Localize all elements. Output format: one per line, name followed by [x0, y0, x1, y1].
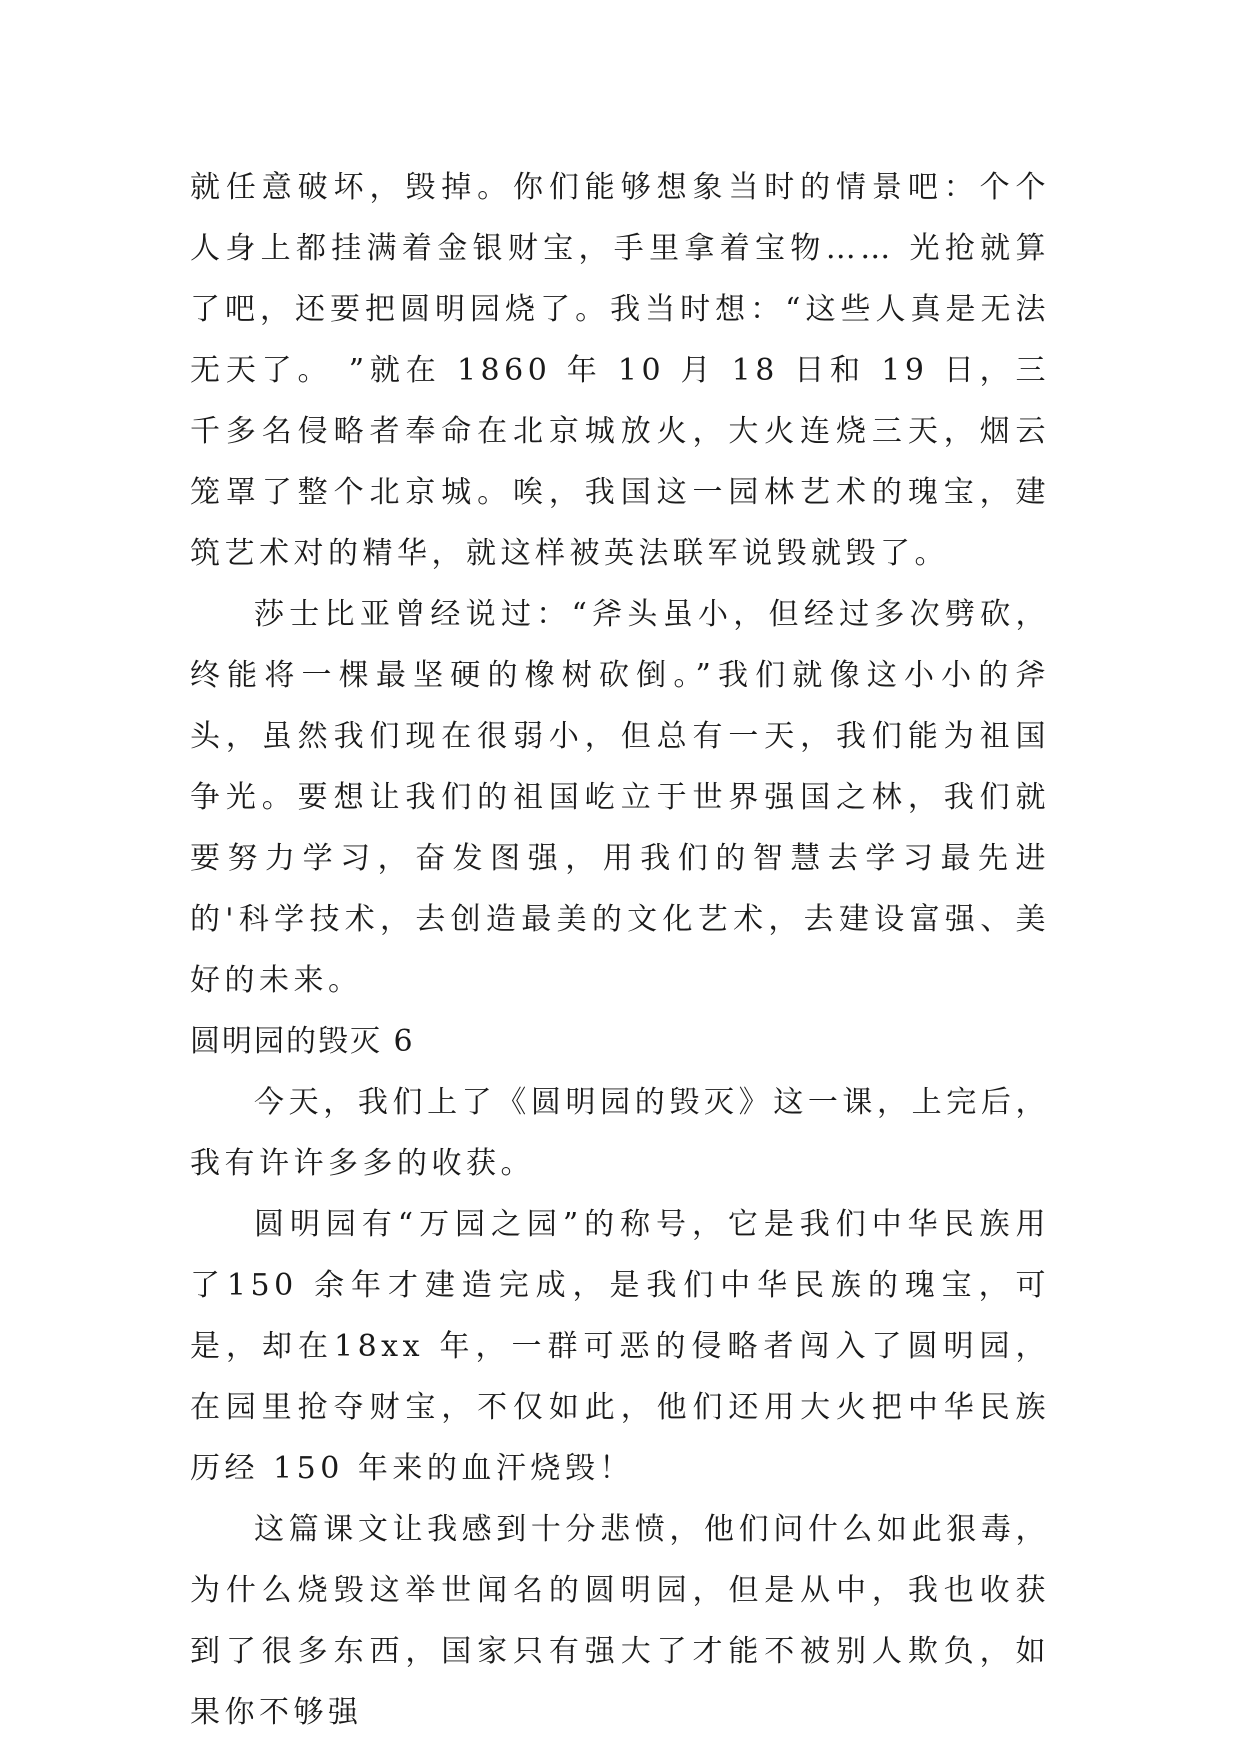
paragraph-shakespeare-quote: 莎士比亚曾经说过：“斧头虽小，但经过多次劈砍，终能将一棵最坚硬的橡树砍倒。”我们就像这小小的斧头，虽然我们现在很弱小，但总有一天，我们能为祖国争光。要想让我们的祖国屹立于世界强国之林，我们就要努力学习，奋发图强，用我们的智慧去学习最先进的'科学技术，去创造最美的文化艺术，去建设富强、美好的未来。	[190, 597, 1050, 998]
paragraph-reflection: 这篇课文让我感到十分悲愤，他们问什么如此狠毒，为什么烧毁这举世闻名的圆明园，但是从中，我也收获到了很多东西，国家只有强大了才能不被别人欺负，如果你不够强	[190, 1512, 1050, 1730]
section-title: 圆明园的毁灭 6	[190, 1024, 415, 1059]
paragraph-today-lesson: 今天，我们上了《圆明园的毁灭》这一课，上完后，我有许许多多的收获。	[190, 1085, 1050, 1181]
paragraph-looting: 就任意破坏，毁掉。你们能够想象当时的情景吧：个个人身上都挂满着金银财宝，手里拿着宝物…… 光抢就算了吧，还要把圆明园烧了。我当时想：“这些人真是无法无天了。 ”就在 1860 年 10 月 18 日和 19 日，三千多名侵略者奉命在北京城放火，大火连烧三天，烟云笼罩了整个北京城。唉，我国这一园林艺术的瑰宝，建筑艺术对的精华，就这样被英法联军说毁就毁了。	[190, 170, 1050, 571]
paragraph-garden-history: 圆明园有“万园之园”的称号，它是我们中华民族用了150 余年才建造完成，是我们中华民族的瑰宝，可是，却在18xx 年，一群可恶的侵略者闯入了圆明园，在园里抢夺财宝，不仅如此，他们还用大火把中华民族历经 150 年来的血汗烧毁！	[190, 1207, 1050, 1486]
document-body	[190, 157, 1050, 1743]
